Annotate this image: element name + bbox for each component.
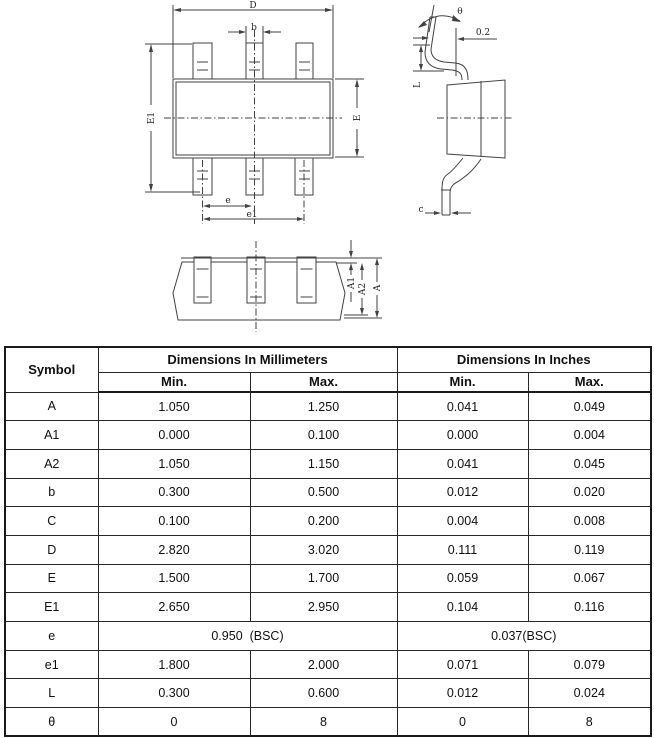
value-cell: 0.059 xyxy=(397,564,528,593)
value-cell: 0.116 xyxy=(528,593,651,622)
table-row xyxy=(5,478,651,507)
dim-E-label: E xyxy=(353,114,363,122)
value-cell: 2.000 xyxy=(250,650,397,679)
value-cell: 0.049 xyxy=(528,392,651,421)
value-cell: 8 xyxy=(250,708,397,737)
package-outline-drawing xyxy=(0,0,654,346)
value-cell: 0 xyxy=(397,708,528,737)
dim-A2 xyxy=(357,263,368,315)
value-cell: 0.950 (BSC) xyxy=(98,622,397,651)
table-row xyxy=(5,421,651,450)
value-cell: 8 xyxy=(528,708,651,737)
table-row xyxy=(5,679,651,708)
value-cell: 2.650 xyxy=(98,593,250,622)
value-cell: 0.000 xyxy=(397,421,528,450)
value-cell: 3.020 xyxy=(250,535,397,564)
dim-E1-label: E1 xyxy=(147,111,157,125)
value-cell: 0.041 xyxy=(397,392,528,421)
value-cell: 1.700 xyxy=(250,564,397,593)
dim-b-label: b xyxy=(251,23,257,33)
body-side-profile xyxy=(447,80,505,158)
value-cell: 0.012 xyxy=(397,679,528,708)
value-cell: 0.100 xyxy=(98,507,250,536)
symbol-cell: A1 xyxy=(5,421,98,450)
value-cell: 0.004 xyxy=(397,507,528,536)
value-cell: 0.041 xyxy=(397,449,528,478)
value-cell: 2.950 xyxy=(250,593,397,622)
table-row xyxy=(5,593,651,622)
table-row xyxy=(5,392,651,421)
table-row xyxy=(5,507,651,536)
dim-L xyxy=(413,45,444,88)
package-body-inner-outline xyxy=(176,82,330,155)
dim-e1 xyxy=(203,210,304,221)
symbol-cell: C xyxy=(5,507,98,536)
in-min-header: Min. xyxy=(397,372,528,392)
dim-e xyxy=(203,196,252,208)
symbol-cell: e1 xyxy=(5,650,98,679)
value-cell: 0.300 xyxy=(98,478,250,507)
dim-L-label: L xyxy=(413,82,423,88)
dim-e1-label: e1 xyxy=(246,210,258,220)
symbol-cell: E1 xyxy=(5,593,98,622)
dim-D-label: D xyxy=(249,1,257,11)
dim-c-label: c xyxy=(418,205,424,215)
value-cell: 1.500 xyxy=(98,564,250,593)
front-lead xyxy=(194,257,211,303)
value-cell: 1.800 xyxy=(98,650,250,679)
table-header-row xyxy=(5,347,651,372)
value-cell: 0.300 xyxy=(98,679,250,708)
dim-tip-label: 0.2 xyxy=(475,28,491,38)
mm-header: Dimensions In Millimeters xyxy=(98,347,397,372)
symbol-cell: A2 xyxy=(5,449,98,478)
inches-header: Dimensions In Inches xyxy=(397,347,651,372)
value-cell: 2.820 xyxy=(98,535,250,564)
dim-A xyxy=(372,258,383,318)
symbol-cell: b xyxy=(5,478,98,507)
pin-ticks xyxy=(197,62,310,179)
mm-min-header: Min. xyxy=(98,372,250,392)
value-cell: 0.200 xyxy=(250,507,397,536)
value-cell: 0.119 xyxy=(528,535,651,564)
value-cell: 0.079 xyxy=(528,650,651,679)
dim-E xyxy=(335,79,364,157)
value-cell: 0.000 xyxy=(98,421,250,450)
value-cell: 0.600 xyxy=(250,679,397,708)
value-cell: 0.024 xyxy=(528,679,651,708)
front-lead xyxy=(297,257,316,303)
front-view xyxy=(173,240,383,332)
symbol-cell: e xyxy=(5,622,98,651)
table-row xyxy=(5,535,651,564)
value-cell: 0.004 xyxy=(528,421,651,450)
table-row xyxy=(5,622,651,651)
dim-e-label: e xyxy=(225,196,231,206)
value-cell: 0.500 xyxy=(250,478,397,507)
table-row xyxy=(5,650,651,679)
dim-A2-label: A2 xyxy=(358,282,368,296)
symbol-cell: E xyxy=(5,564,98,593)
symbol-cell: A xyxy=(5,392,98,421)
dimensions-table xyxy=(4,346,652,737)
table-subheader-row xyxy=(5,372,651,392)
symbol-cell: L xyxy=(5,679,98,708)
symbol-cell: D xyxy=(5,535,98,564)
symbol-cell: θ xyxy=(5,708,98,737)
table-row xyxy=(5,708,651,737)
value-cell: 0.071 xyxy=(397,650,528,679)
dim-D xyxy=(173,1,333,78)
value-cell: 1.050 xyxy=(98,449,250,478)
dim-tip xyxy=(413,28,497,76)
dim-theta-label: θ xyxy=(457,7,463,17)
mm-max-header: Max. xyxy=(250,372,397,392)
dim-c xyxy=(418,205,471,215)
dim-A1 xyxy=(346,240,357,302)
value-cell: 0.104 xyxy=(397,593,528,622)
pin xyxy=(296,43,313,79)
value-cell: 0.020 xyxy=(528,478,651,507)
value-cell: 1.050 xyxy=(98,392,250,421)
value-cell: 0.012 xyxy=(397,478,528,507)
value-cell: 1.150 xyxy=(250,449,397,478)
top-view xyxy=(145,1,364,224)
table-row xyxy=(5,449,651,478)
value-cell: 0.045 xyxy=(528,449,651,478)
dim-A1-label: A1 xyxy=(347,276,357,290)
dim-theta xyxy=(418,7,463,28)
symbol-header: Symbol xyxy=(5,347,98,392)
table-row xyxy=(5,564,651,593)
value-cell: 0.037(BSC) xyxy=(397,622,651,651)
value-cell: 0.008 xyxy=(528,507,651,536)
dim-A-label: A xyxy=(373,284,383,292)
pin xyxy=(193,43,212,79)
value-cell: 0.067 xyxy=(528,564,651,593)
value-cell: 1.250 xyxy=(250,392,397,421)
side-view xyxy=(413,5,513,215)
value-cell: 0.100 xyxy=(250,421,397,450)
value-cell: 0.111 xyxy=(397,535,528,564)
value-cell: 0 xyxy=(98,708,250,737)
in-max-header: Max. xyxy=(528,372,651,392)
